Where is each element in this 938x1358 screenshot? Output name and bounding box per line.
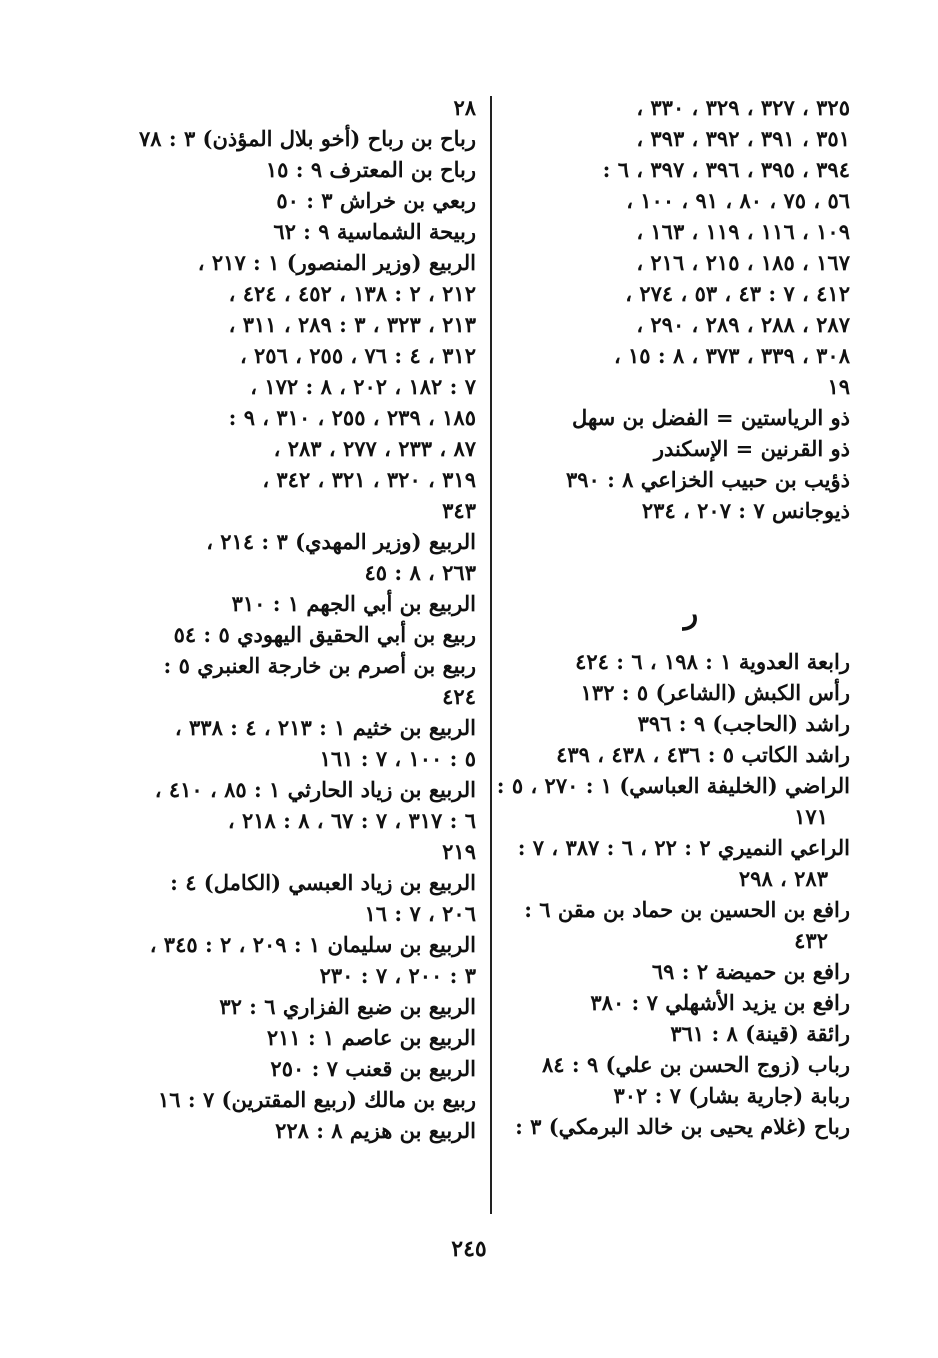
index-entry-line: ٣١٢ ، ٤ : ٧٦ ، ٢٥٥ ، ٢٥٦ ، xyxy=(239,343,476,368)
index-entry-line: ١٨٥ ، ٢٣٩ ، ٢٥٥ ، ٣١٠ ، ٩ : xyxy=(228,405,476,430)
index-entry-line: الربيع بن أبي الجهم ١ : ٣١٠ xyxy=(231,591,476,616)
index-entry-line: ذيوجانس ٧ : ٢٠٧ ، ٢٣٤ xyxy=(641,498,850,523)
index-entry-line: رافع بن يزيد الأشهلي ٧ : ٣٨٠ xyxy=(590,990,850,1015)
index-entry-line: ٢٨٧ ، ٢٨٨ ، ٢٨٩ ، ٢٩٠ ، xyxy=(636,312,850,337)
index-entry-line: ربيع بن مالك (ربيع المقترين) ٧ : ١٦ xyxy=(158,1087,476,1112)
index-entry-line: الربيع بن زياد العبسي (الكامل) ٤ : xyxy=(170,870,476,895)
index-entry-line: ١٠٩ ، ١١٦ ، ١١٩ ، ١٦٣ ، xyxy=(636,219,850,244)
index-entry-line: ربعي بن خراش ٣ : ٥٠ xyxy=(276,188,476,213)
index-entry-line: الربيع بن ضبع الفزاري ٦ : ٣٢ xyxy=(219,994,476,1019)
index-entry-line: ٢٦٣ ، ٨ : ٤٥ xyxy=(364,560,476,585)
index-entry-line: ربيع بن أبي الحقيق اليهودي ٥ : ٥٤ xyxy=(173,622,476,647)
index-entry-line: رأس الكبش (الشاعر) ٥ : ١٣٢ xyxy=(580,680,850,705)
index-entry-line: ٢١٣ ، ٣٢٣ ، ٣ : ٢٨٩ ، ٣١١ ، xyxy=(228,312,476,337)
index-entry-line: راشد الكاتب ٥ : ٤٣٦ ، ٤٣٨ ، ٤٣٩ xyxy=(556,742,850,767)
index-entry-line: الربيع بن قعنب ٧ : ٢٥٠ xyxy=(270,1056,476,1081)
index-entry-line: ١٩ xyxy=(827,374,850,399)
index-entry-line: الراضي (الخليفة العباسي) ١ : ٢٧٠ ، ٥ : xyxy=(496,773,850,798)
index-entry-line: ٣٠٨ ، ٣٣٩ ، ٣٧٣ ، ٨ : ١٥ ، xyxy=(613,343,850,368)
index-entry-line: ٢٠٦ ، ٧ : ١٦ xyxy=(364,901,476,926)
page-number: ٢٤٥ xyxy=(451,1236,487,1262)
index-entry-line: ١٦٧ ، ١٨٥ ، ٢١٥ ، ٢١٦ ، xyxy=(636,250,850,275)
index-entry-line: رائقة (قينة) ٨ : ٣٦١ xyxy=(670,1021,850,1046)
index-entry-line: ٦ : ٣١٧ ، ٧ : ٦٧ ، ٨ : ٢١٨ ، xyxy=(227,808,476,833)
index-entry-line: راشد (الحاجب) ٩ : ٣٩٦ xyxy=(637,711,850,736)
column-divider xyxy=(490,96,492,1214)
index-entry-line: ٢١٢ ، ٢ : ١٣٨ ، ٤٥٢ ، ٤٢٤ ، xyxy=(228,281,476,306)
index-entry-line: رافع بن الحسين بن حماد بن مقن ٦ : xyxy=(524,897,850,922)
index-entry-line: ٤١٢ ، ٧ : ٤٣ ، ٥٣ ، ٢٧٤ ، xyxy=(625,281,850,306)
index-entry-line: ذؤيب بن حبيب الخزاعي ٨ : ٣٩٠ xyxy=(565,467,850,492)
index-entry-line: ذو الرياستين = الفضل بن سهل xyxy=(572,405,850,430)
right-column-bottom xyxy=(496,646,850,1142)
index-entry-line: ٤٣٢ xyxy=(794,928,828,953)
index-entry-line: الراعي النميري ٢ : ٢٢ ، ٦ : ٣٨٧ ، ٧ : xyxy=(517,835,850,860)
index-entry-line: الربيع بن سليمان ١ : ٢٠٩ ، ٢ : ٣٤٥ ، xyxy=(149,932,476,957)
index-entry-line: رافع بن حميضة ٢ : ٦٩ xyxy=(651,959,850,984)
index-entry-line: ربابة (جارية بشار) ٧ : ٣٠٢ xyxy=(613,1083,850,1108)
index-entry-line: ٢١٩ xyxy=(442,839,476,864)
right-column-top xyxy=(520,92,850,526)
index-entry-line: الربيع بن زياد الحارثي ١ : ٨٥ ، ٤١٠ ، xyxy=(154,777,476,802)
index-entry-line: الربيع (وزير المنصور) ١ : ٢١٧ ، xyxy=(197,250,476,275)
index-entry-line: الربيع (وزير المهدي) ٣ : ٢١٤ ، xyxy=(206,529,476,554)
index-entry-line: ٣١٩ ، ٣٢٠ ، ٣٢١ ، ٣٤٢ ، xyxy=(262,467,476,492)
index-entry-line: ٥٦ ، ٧٥ ، ٨٠ ، ٩١ ، ١٠٠ ، xyxy=(626,188,850,213)
index-entry-line: ٣ : ٢٠٠ ، ٧ : ٢٣٠ xyxy=(319,963,476,988)
index-entry-line: ٢٨٣ ، ٢٩٨ xyxy=(738,866,828,891)
index-entry-line: ربيحة الشماسية ٩ : ٦٢ xyxy=(273,219,476,244)
index-entry-line: الربيع بن عاصم ١ : ٢١١ xyxy=(266,1025,476,1050)
index-entry-line: رباح بن رباح (أخو بلال المؤذن) ٣ : ٧٨ xyxy=(139,126,476,151)
index-entry-line: ٨٧ ، ٢٣٣ ، ٢٧٧ ، ٢٨٣ ، xyxy=(273,436,476,461)
index-entry-line: رباح بن المعترف ٩ : ١٥ xyxy=(265,157,476,182)
index-entry-line: ٣٩٤ ، ٣٩٥ ، ٣٩٦ ، ٣٩٧ ، ٦ : xyxy=(602,157,850,182)
index-entry-line: ٣٢٥ ، ٣٢٧ ، ٣٢٩ ، ٣٣٠ ، xyxy=(636,95,850,120)
index-entry-line: رابعة العدوية ١ : ١٩٨ ، ٦ : ٤٢٤ xyxy=(575,649,850,674)
index-entry-line: الربيع بن خثيم ١ : ٢١٣ ، ٤ : ٣٣٨ ، xyxy=(174,715,476,740)
index-entry-line: ٤٢٤ xyxy=(442,684,476,709)
index-entry-line: ٢٨ xyxy=(453,95,476,120)
index-entry-line: ٥ : ١٠٠ ، ٧ : ١٦١ xyxy=(319,746,476,771)
index-entry-line: ربيع بن أصرم بن خارجة العنبري ٥ : xyxy=(163,653,476,678)
index-entry-line: الربيع بن هزيم ٨ : ٢٢٨ xyxy=(275,1118,476,1143)
section-letter-ra: ر xyxy=(683,596,699,631)
index-entry-line: رباب (زوج الحسن بن علي) ٩ : ٨٤ xyxy=(542,1052,850,1077)
index-entry-line: رباح (غلام يحيى بن خالد البرمكي) ٣ : xyxy=(515,1114,850,1139)
index-entry-line: ٧ : ١٨٢ ، ٢٠٢ ، ٨ : ١٧٢ ، xyxy=(250,374,476,399)
left-column xyxy=(139,92,476,1146)
index-entry-line: ١٧١ xyxy=(794,804,828,829)
index-entry-line: ٣٥١ ، ٣٩١ ، ٣٩٢ ، ٣٩٣ ، xyxy=(636,126,850,151)
right-column xyxy=(496,92,850,1142)
index-entry-line: ٣٤٣ xyxy=(442,498,476,523)
index-entry-line: ذو القرنين = الإسكندر xyxy=(653,436,850,461)
